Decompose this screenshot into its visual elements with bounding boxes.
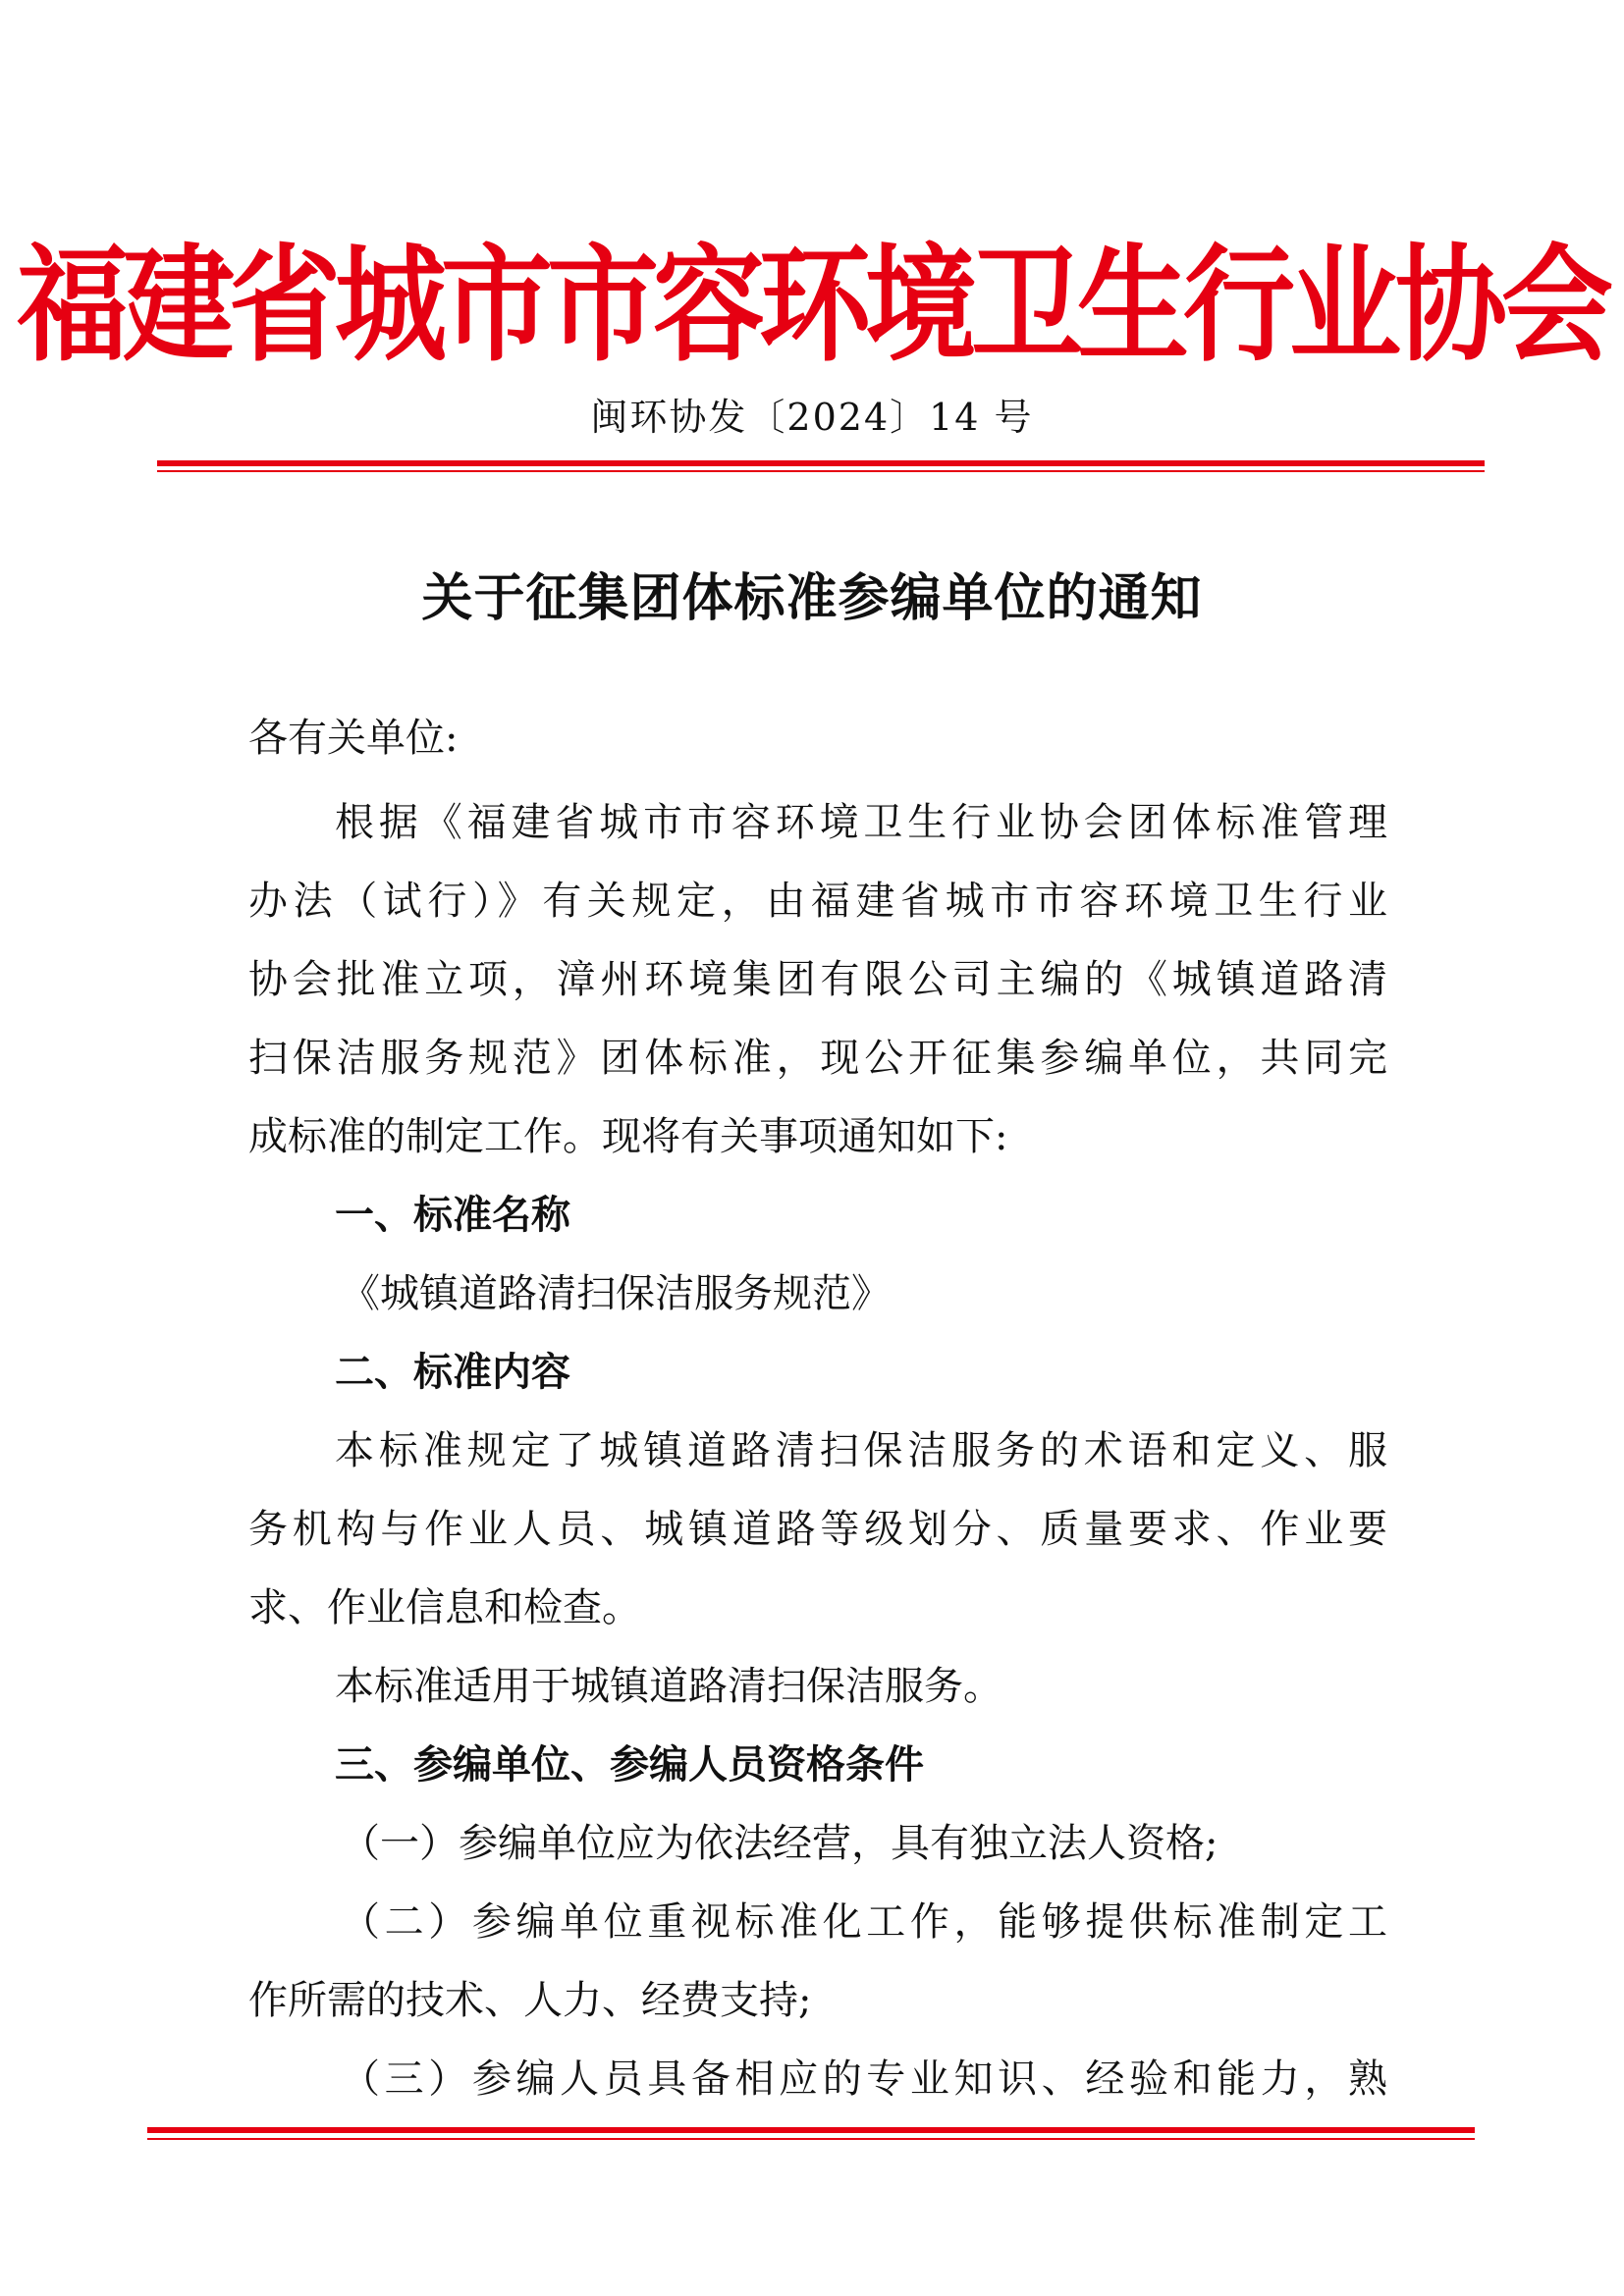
intro-line: 根据《福建省城市市容环境卫生行业协会团体标准管理 [335, 800, 1387, 845]
intro-line: 办法（试行）》有关规定，由福建省城市市容环境卫生行业 [248, 879, 1387, 924]
organization-name: 福建省城市市容环境卫生行业协会 [16, 231, 1607, 379]
notice-title: 关于征集团体标准参编单位的通知 [421, 568, 1203, 628]
section-heading-standard-name: 一、标准名称 [335, 1193, 570, 1238]
intro-line: 扫保洁服务规范》团体标准，现公开征集参编单位，共同完 [248, 1036, 1387, 1081]
header-red-rule [157, 460, 1485, 466]
content-line: 本标准规定了城镇道路清扫保洁服务的术语和定义、服 [335, 1428, 1387, 1473]
section-heading-qualifications: 三、参编单位、参编人员资格条件 [335, 1742, 924, 1788]
qualification-item: （三）参编人员具备相应的专业知识、经验和能力，熟 [341, 2056, 1387, 2102]
intro-line: 成标准的制定工作。现将有关事项通知如下: [248, 1114, 1008, 1159]
qualification-item: （二）参编单位重视标准化工作，能够提供标准制定工 [341, 1899, 1387, 1945]
content-line: 务机构与作业人员、城镇道路等级划分、质量要求、作业要 [248, 1507, 1387, 1552]
standard-name: 《城镇道路清扫保洁服务规范》 [341, 1271, 891, 1316]
header-red-rule-thin [157, 470, 1485, 472]
qualification-item: 作所需的技术、人力、经费支持; [248, 1978, 812, 2023]
qualification-item: （一）参编单位应为依法经营，具有独立法人资格; [341, 1821, 1218, 1866]
footer-red-rule [147, 2127, 1475, 2133]
scope-line: 本标准适用于城镇道路清扫保洁服务。 [335, 1664, 1002, 1709]
content-line: 求、作业信息和检查。 [248, 1585, 641, 1630]
section-heading-standard-content: 二、标准内容 [335, 1350, 570, 1395]
document-number: 闽环协发〔2024〕14 号 [590, 396, 1034, 439]
intro-line: 协会批准立项，漳州环境集团有限公司主编的《城镇道路清 [248, 957, 1387, 1002]
salutation: 各有关单位: [248, 716, 459, 761]
footer-red-rule-thin [147, 2138, 1475, 2140]
